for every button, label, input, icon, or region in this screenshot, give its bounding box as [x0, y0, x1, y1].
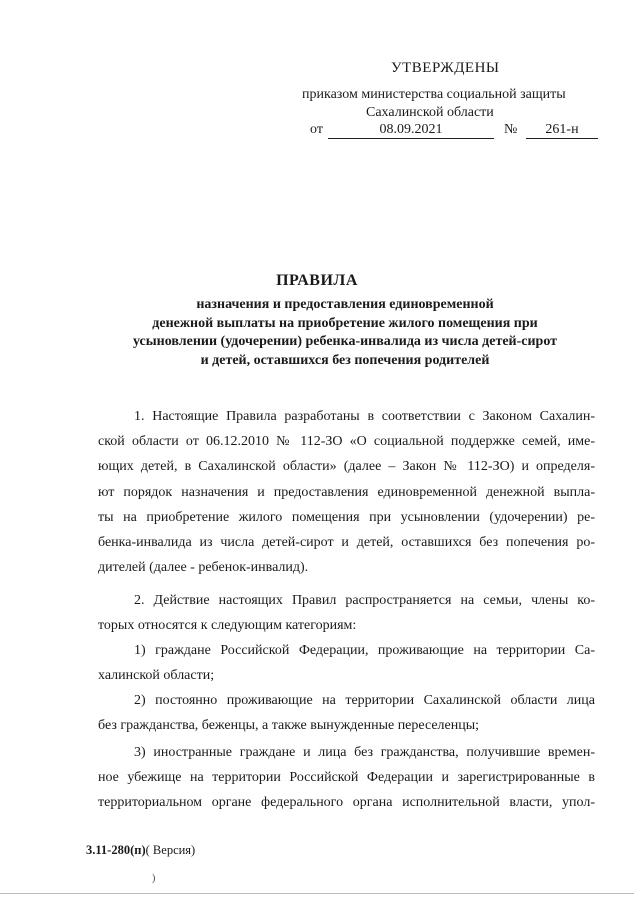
paragraph-line: ное убежище на территории Российской Федерации и зарегистрированные в [98, 770, 595, 786]
scan-mark: ) [152, 873, 156, 884]
paragraph-5 [98, 740, 595, 816]
paragraph-line: дителей (далее - ребенок-инвалид). [98, 560, 309, 576]
scan-edge-line [0, 893, 634, 894]
number-sign: № [504, 122, 518, 137]
document-version: ( Версия) [145, 843, 196, 857]
paragraph-line: 3) иностранные граждане и лица без гражданства, получившие времен- [134, 745, 595, 760]
paragraph-1 [98, 404, 595, 580]
approval-date-row [300, 122, 600, 142]
approval-authority: приказом министерства социальной защиты [302, 87, 566, 102]
paragraph-line: 2. Действие настоящих Правил распространяется на семьи, члены ко- [134, 593, 595, 608]
paragraph-line: бенка-инвалида из числа детей-сирот и детей, оставшихся без попечения ро- [98, 535, 595, 551]
paragraph-line: ющих детей, в Сахалинской области» (далее – Закон № 112-ЗО) и определя- [98, 459, 595, 475]
document-subtitle [110, 296, 580, 370]
paragraph-4 [98, 688, 595, 738]
paragraph-line: территориальном органе федерального органа исполнительной власти, упол- [98, 795, 595, 811]
paragraph-line: торых относятся к следующим категориям: [98, 618, 357, 634]
approval-region: Сахалинской области [366, 105, 494, 120]
subtitle-line: назначения и предоставления единовременной [196, 297, 494, 312]
document-title: ПРАВИЛА [276, 272, 358, 289]
paragraph-2 [98, 588, 595, 638]
paragraph-line: халинской области; [98, 668, 215, 684]
approval-date: 08.09.2021 [328, 122, 494, 139]
paragraph-line: 1) граждане Российской Федерации, проживающие на территории Са- [134, 643, 595, 658]
subtitle-line: денежной выплаты на приобретение жилого помещения при [152, 315, 538, 331]
paragraph-line: ты на приобретение жилого помещения при усыновлении (удочерении) ре- [98, 509, 595, 525]
paragraph-line: ют порядок назначения и предоставления единовременной денежной выпла- [98, 484, 595, 500]
document-code: 3.11-280(п) [86, 843, 146, 857]
approval-number: 261-н [526, 122, 598, 139]
approval-title: УТВЕРЖДЕНЫ [391, 60, 500, 76]
date-prefix: от [310, 122, 323, 137]
paragraph-line: 1. Настоящие Правила разработаны в соответствии с Законом Сахалин- [134, 409, 595, 424]
paragraph-3 [98, 638, 595, 688]
paragraph-line: без гражданства, беженцы, а также вынужденные переселенцы; [98, 718, 480, 734]
subtitle-line: и детей, оставшихся без попечения родителей [200, 352, 490, 368]
paragraph-line: ской области от 06.12.2010 № 112-ЗО «О социальной поддержке семей, име- [98, 434, 595, 450]
paragraph-line: 2) постоянно проживающие на территории Сахалинской области лица [134, 693, 595, 708]
footer-code [86, 843, 195, 858]
subtitle-line: усыновлении (удочерении) ребенка-инвалида из числа детей-сирот [132, 334, 558, 349]
